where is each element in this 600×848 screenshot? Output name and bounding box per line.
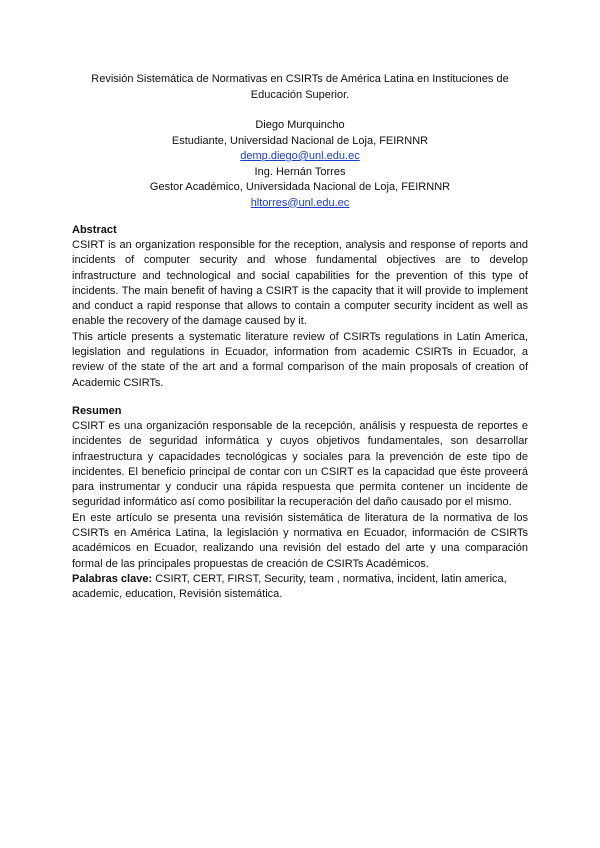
author-name: Diego Murquincho	[255, 119, 345, 131]
keywords-text: CSIRT, CERT, FIRST, Security, team , normativa, incident, latin america, academic, education, Revisión sistemática.	[72, 572, 507, 601]
author-name: Ing. Hernán Torres	[254, 165, 346, 178]
keywords-line	[72, 572, 528, 603]
resumen-heading: Resumen	[72, 405, 122, 417]
resumen-paragraph: En este artículo se presenta una revisión sistemática de literatura de la normativa de los CSIRTs en América Latina, la legislación y normativa en Ecuador, información de CSIRTs académicos en Ecuador, realizando una revisión del estado del arte y una comparación formal de las principales propuestas de creación de CSIRTs Académicos.	[72, 511, 528, 570]
resumen-paragraph: CSIRT es una organización responsable de la recepción, análisis y respuesta de reportes e incidentes de seguridad informática y cuyos objetivos fundamentales, son desarrollar infraestructura y capacidades tecnológicas y sociales para la prevención de este tipo de incidentes. El beneficio principal de contar con un CSIRT es la capacidad que éste proveerá para instrumentar y conducir una rápida respuesta que permita contener un incidente de seguridad informático así como posibilitar la recuperación del daño causado por el mismo.	[72, 420, 528, 509]
author-affiliation: Gestor Académico, Universidada Nacional de Loja, FEIRNNR	[149, 181, 451, 193]
abstract-paragraph: CSIRT is an organization responsible for the reception, analysis and response of reports and incidents of computer security and whose fundamental objectives are to develop infrastructure and technological and social capabilities for the prevention of this type of incidents. The main benefit of having a CSIRT is the capacity that it will provide to implement and conduct a rapid response that allows to contain a computer security incident as well as enable the recovery of the damage caused by it.	[72, 239, 528, 328]
author-block	[60, 118, 540, 211]
abstract-section	[72, 223, 528, 391]
abstract-paragraph: This article presents a systematic literature review of CSIRTs regulations in Latin America, legislation and regulations in Ecuador, information from academic CSIRTs in Ecuador, a review of the state of the art and a formal comparison of the main proposals of creation of Academic CSIRTs.	[72, 330, 528, 389]
resumen-section	[72, 404, 528, 603]
author-email-link[interactable]: hltorres@unl.edu.ec	[250, 196, 350, 209]
author-email-link[interactable]: demp.diego@unl.edu.ec	[240, 150, 360, 162]
abstract-heading: Abstract	[72, 224, 117, 236]
paper-title: Revisión Sistemática de Normativas en CSIRTs de América Latina en Instituciones de Educación Superior.	[91, 73, 509, 101]
keywords-label: Palabras clave:	[72, 572, 153, 585]
author-affiliation: Estudiante, Universidad Nacional de Loja, FEIRNNR	[171, 134, 429, 147]
